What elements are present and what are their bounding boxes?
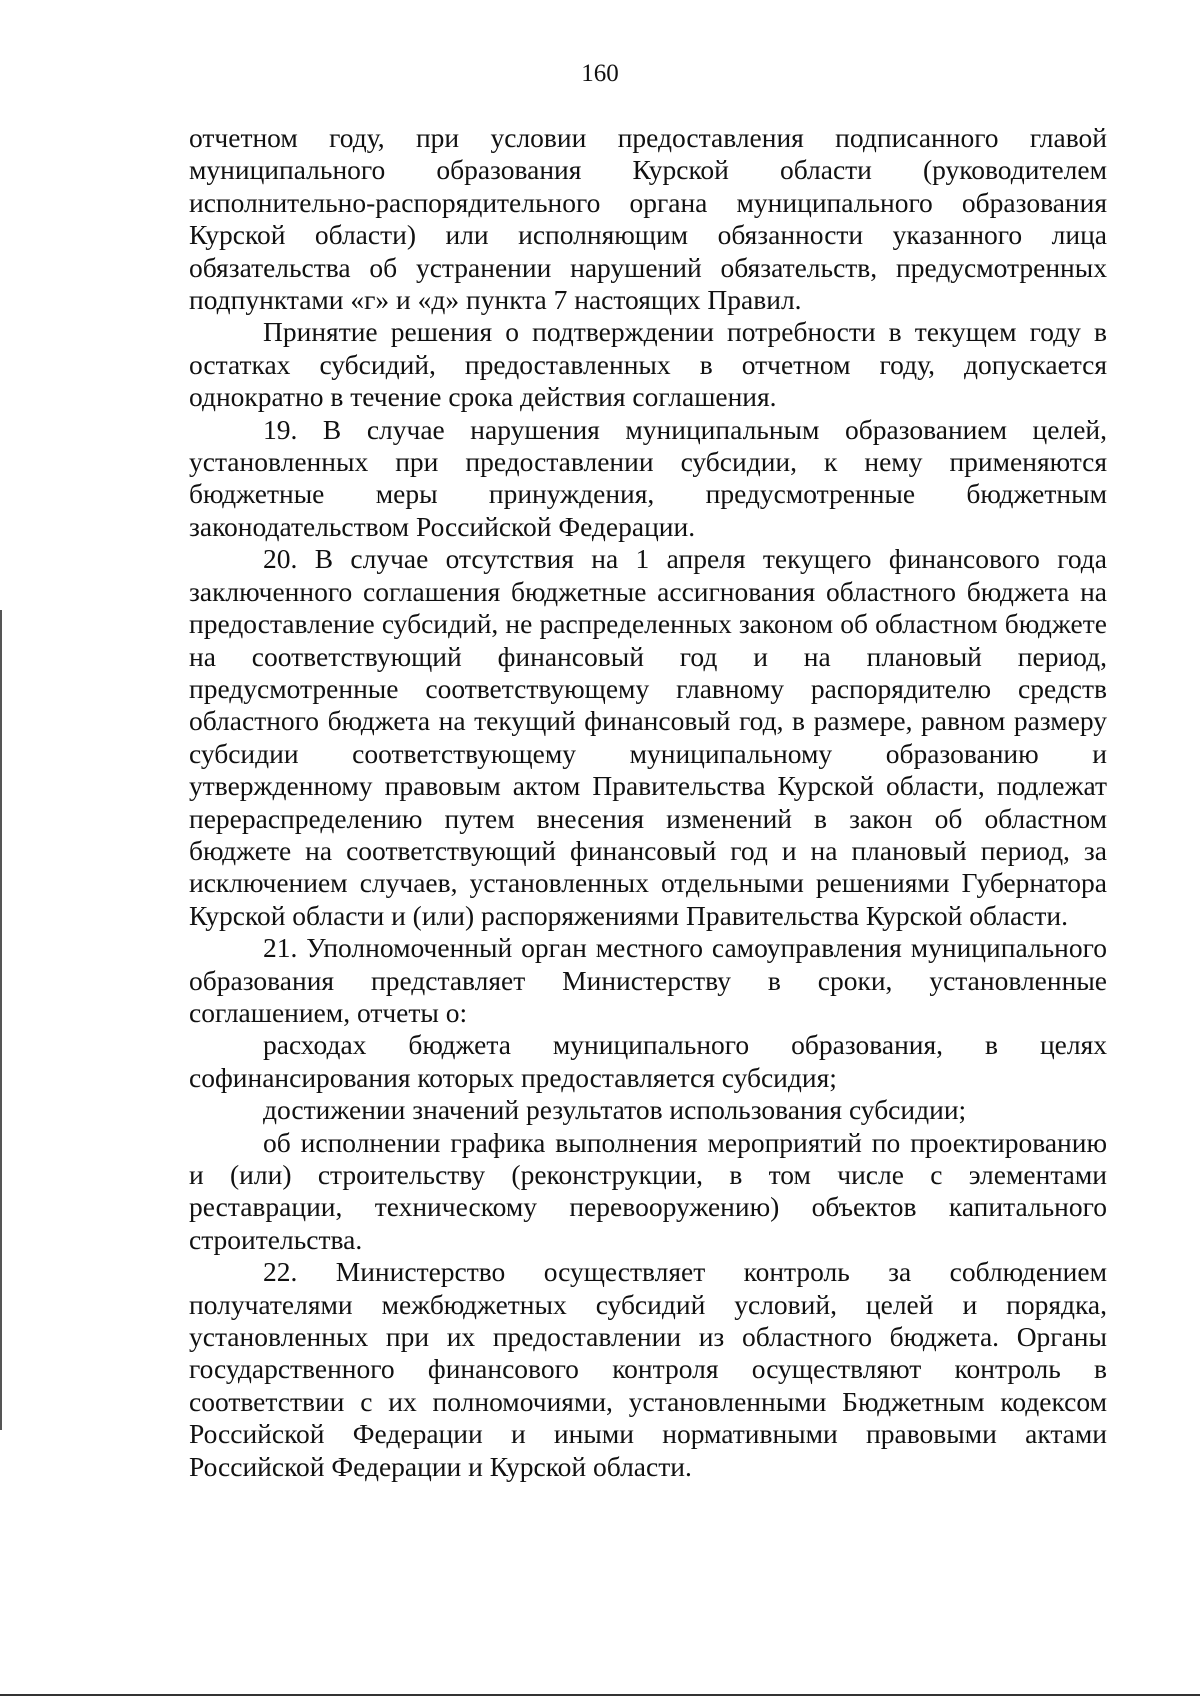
scan-edge-left [0,610,2,1430]
paragraph-item-21: 21. Уполномоченный орган местного самоуправления муниципального образования представляет Министерству в сроки, установленные соглашением, отчеты о: [189,932,1107,1028]
paragraph-item-20: 20. В случае отсутствия на 1 апреля текущего финансового года заключенного соглашения бюджетные ассигнования областного бюджета на предоставление субсидий, не распределенных законом об областном бюджете на соответствующий финансовый год и на плановый период, предусмотренные соответствующему главному распорядителю средств областного бюджета на текущий финансовый год, в размере, равном размеру субсидии соответствующему муниципальному образованию и утвержденному правовым актом Правительства Курской области, подлежат перераспределению путем внесения изменений в закон об областном бюджете на соответствующий финансовый год и на плановый период, за исключением случаев, установленных отдельными решениями Губернатора Курской области и (или) распоряжениями Правительства Курской области. [189,543,1107,931]
paragraph-item-22: 22. Министерство осуществляет контроль за соблюдением получателями межбюджетных субсидий условий, целей и порядка, установленных при их предоставлении из областного бюджета. Органы государственного финансового контроля осуществляют контроль в соответствии с их полномочиями, установленными Бюджетным кодексом Российской Федерации и иными нормативными правовыми актами Российской Федерации и Курской области. [189,1256,1107,1482]
paragraph-decision-confirmation: Принятие решения о подтверждении потребности в текущем году в остатках субсидий, предоставленных в отчетном году, допускается однократно в течение срока действия соглашения. [189,316,1107,413]
document-body [189,122,1107,1483]
paragraph-item-19: 19. В случае нарушения муниципальным образованием целей, установленных при предоставлении субсидии, к нему применяются бюджетные меры принуждения, предусмотренные бюджетным законодательством Российской Федерации. [189,413,1107,542]
paragraph-continuation: отчетном году, при условии предоставления подписанного главой муниципального образования Курской области (руководителем исполнительно-распорядительного органа муниципального образования Курской области) или исполняющим обязанности указанного лица обязательства об устранении нарушений обязательств, предусмотренных подпунктами «г» и «д» пункта 7 настоящих Правил. [189,122,1107,316]
page-number: 160 [581,60,619,87]
paragraph-report-expenses: расходах бюджета муниципального образования, в целях софинансирования которых предоставляется субсидия; [189,1029,1107,1093]
paragraph-report-results: достижении значений результатов использования субсидии; [263,1094,967,1126]
scan-edge-bottom [0,1694,1200,1696]
paragraph-report-schedule: об исполнении графика выполнения мероприятий по проектированию и (или) строительству (реконструкции, в том числе с элементами реставрации, техническому перевооружению) объектов капитального строительства. [189,1126,1107,1255]
